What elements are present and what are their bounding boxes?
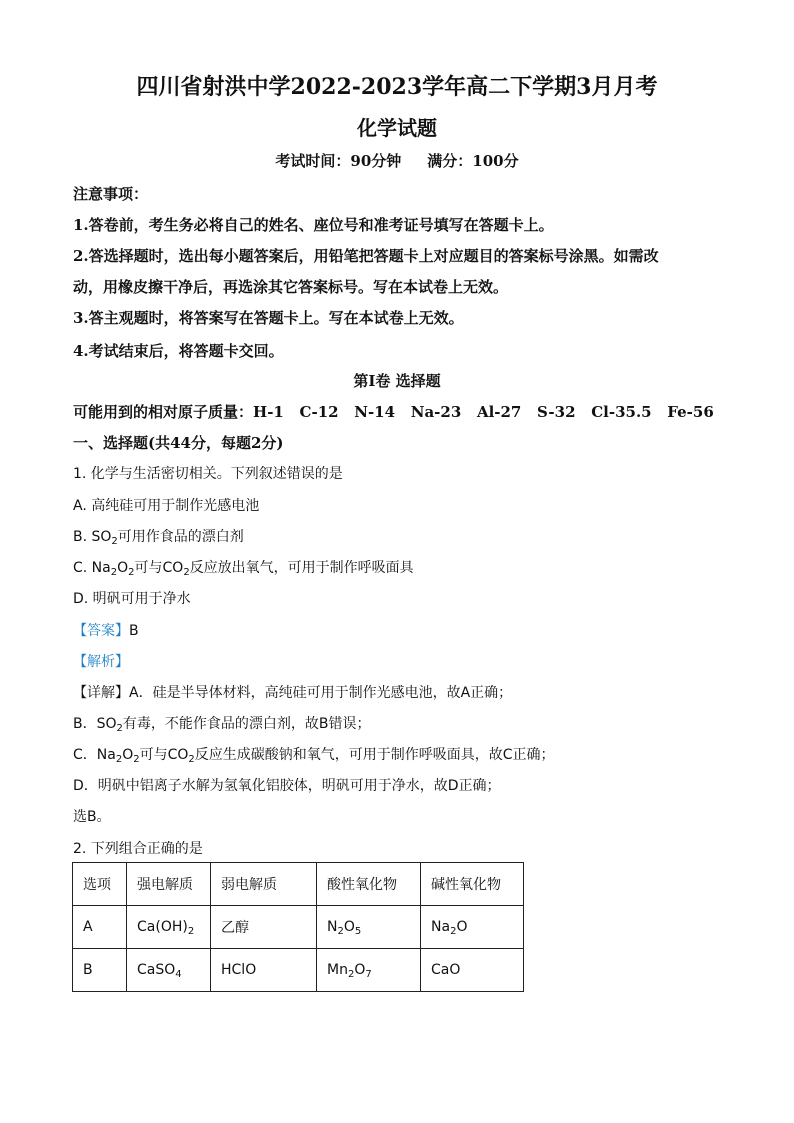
table-cell — [127, 906, 211, 949]
text: A．硅是半导体材料，高纯硅可用于制作光感电池，故A正确； — [129, 685, 513, 701]
atomic-mass-value: Al-27 — [476, 403, 522, 421]
table-row — [73, 949, 524, 992]
table-row — [73, 906, 524, 949]
text: Mn — [327, 962, 348, 978]
text: 反应放出氧气，可用于制作呼吸面具 — [189, 560, 414, 576]
subscript: 2 — [347, 969, 355, 980]
subscript: 2 — [183, 567, 190, 578]
text: O — [343, 919, 355, 935]
table-cell: B — [73, 949, 127, 992]
q1-option-b — [73, 526, 704, 546]
table-cell: HClO — [211, 949, 317, 992]
subscript: 2 — [450, 926, 457, 937]
subscript: 2 — [116, 723, 123, 734]
text: C．Na — [73, 747, 116, 763]
table-cell — [421, 906, 524, 949]
part-heading: 一、选择题(共44分，每题2分) — [73, 434, 284, 452]
text: N — [327, 919, 338, 935]
table-cell: A — [73, 906, 127, 949]
table-cell — [317, 906, 421, 949]
atomic-mass-label: 可能用到的相对原子质量： — [73, 403, 254, 421]
notice-item: 4.考试结束后，将答题卡交回。 — [73, 342, 284, 360]
exam-info — [0, 150, 794, 171]
volume-heading: 第I卷 选择题 — [353, 372, 441, 390]
full-score: 满分：100分 — [427, 152, 519, 170]
detail-tag: 【详解】 — [73, 685, 129, 701]
q1-analysis-tag — [73, 651, 704, 671]
text: 可与CO — [139, 747, 189, 763]
exam-time: 考试时间：90分钟 — [275, 152, 402, 170]
notice-heading: 注意事项： — [73, 185, 149, 203]
q1-option-a: A. 高纯硅可用于制作光感电池 — [73, 498, 260, 514]
q1-detail-d: D．明矾中铝离子水解为氢氧化铝胶体，明矾可用于净水，故D正确； — [73, 778, 501, 794]
subscript: 4 — [175, 969, 182, 980]
table-header-cell: 强电解质 — [127, 863, 211, 906]
text: B．SO — [73, 716, 117, 732]
notice-item: 2.答选择题时，选出每小题答案后，用铅笔把答题卡上对应题目的答案标号涂黑。如需改 — [73, 247, 659, 265]
answer-tag: 【答案】 — [73, 623, 129, 639]
atomic-mass-value: Cl-35.5 — [591, 403, 652, 421]
subscript: 2 — [133, 754, 140, 765]
text: O — [456, 919, 468, 935]
notice-item: 3.答主观题时，将答案写在答题卡上。写在本试卷上无效。 — [73, 309, 464, 327]
q1-detail-a — [73, 682, 704, 702]
text: 反应生成碳酸钠和氧气，可用于制作呼吸面具，故C正确； — [194, 747, 555, 763]
text: Ca(OH) — [137, 919, 188, 935]
atomic-mass-line — [73, 401, 714, 422]
notice-item: 1.答卷前，考生务必将自己的姓名、座位号和准考证号填写在答题卡上。 — [73, 216, 554, 234]
table-cell: 乙醇 — [211, 906, 317, 949]
subscript: 2 — [128, 567, 135, 578]
atomic-mass-value: N-14 — [354, 403, 396, 421]
q2-stem: 2. 下列组合正确的是 — [73, 841, 203, 857]
table-header-cell: 酸性氧化物 — [317, 863, 421, 906]
table-cell — [317, 949, 421, 992]
text: 有毒，不能作食品的漂白剂，故B错误； — [122, 716, 371, 732]
atomic-mass-value: Na-23 — [410, 403, 462, 421]
table-cell — [127, 949, 211, 992]
q2-table — [72, 862, 524, 992]
atomic-mass-value: Fe-56 — [667, 403, 714, 421]
exam-title: 四川省射洪中学2022-2023学年高二下学期3月月考 — [136, 74, 658, 100]
subscript: 7 — [365, 969, 372, 980]
q1-conclusion: 选B。 — [73, 809, 111, 825]
text: 可与CO — [134, 560, 184, 576]
atomic-mass-value: C-12 — [299, 403, 339, 421]
text: O — [354, 962, 366, 978]
exam-subtitle: 化学试题 — [357, 116, 437, 140]
q1-stem: 1. 化学与生活密切相关。下列叙述错误的是 — [73, 466, 343, 482]
q1-detail-b — [73, 713, 704, 733]
table-header-row — [73, 863, 524, 906]
text: O — [117, 560, 129, 576]
table-header-cell: 选项 — [73, 863, 127, 906]
text: CaSO — [137, 962, 176, 978]
text: O — [122, 747, 134, 763]
text: C. Na — [73, 560, 111, 576]
notice-item: 动，用橡皮擦干净后，再选涂其它答案标号。写在本试卷上无效。 — [73, 278, 509, 296]
q1-answer — [73, 620, 704, 640]
subscript: 2 — [187, 926, 195, 937]
subscript: 2 — [337, 926, 344, 937]
subscript: 2 — [115, 754, 123, 765]
table-cell: CaO — [421, 949, 524, 992]
q1-detail-c — [73, 744, 704, 764]
answer-value: B — [129, 623, 139, 639]
text: B. SO — [73, 529, 112, 545]
subscript: 2 — [188, 754, 195, 765]
text: 可用作食品的漂白剂 — [117, 529, 244, 545]
table-header-cell: 碱性氧化物 — [421, 863, 524, 906]
subscript: 2 — [111, 536, 118, 547]
atomic-mass-value: S-32 — [537, 403, 576, 421]
subscript: 5 — [354, 926, 362, 937]
q1-option-c — [73, 557, 704, 577]
atomic-mass-value: H-1 — [253, 403, 284, 421]
table-header-cell: 弱电解质 — [211, 863, 317, 906]
subscript: 2 — [110, 567, 118, 578]
text: Na — [431, 919, 451, 935]
q1-option-d: D. 明矾可用于净水 — [73, 591, 191, 607]
analysis-tag: 【解析】 — [73, 654, 129, 670]
